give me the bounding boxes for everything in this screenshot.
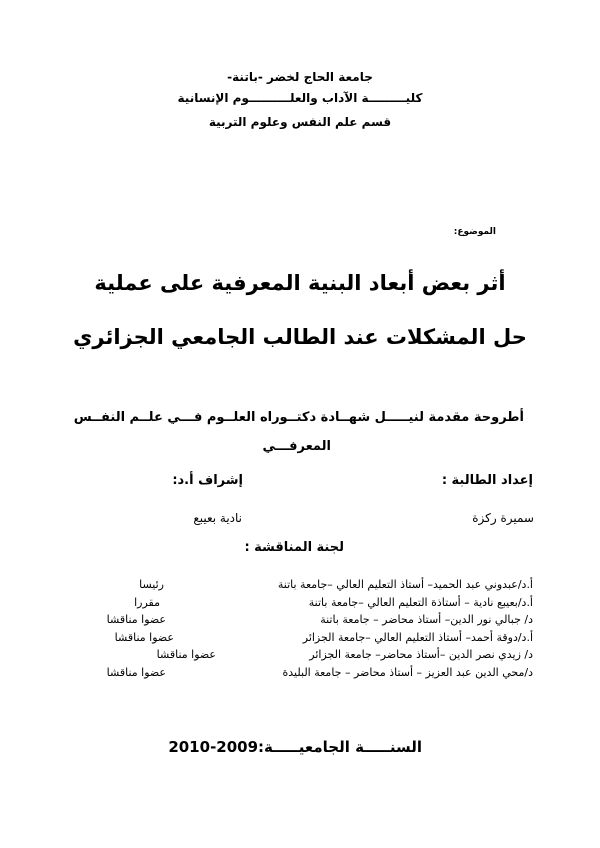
committee-member-name: أ.د/عبدوني عبد الحميد– أستاذ التعليم العالي –جامعة باتنة [277, 578, 533, 591]
committee-row [53, 648, 533, 666]
committee-member-name: د/ زيدي نصر الدين –أستاذ محاضر– جامعة الجزائر [309, 648, 533, 661]
committee-row [53, 666, 533, 684]
committee-list [53, 578, 533, 683]
committee-member-role: عضوا مناقشا [156, 648, 216, 661]
committee-row [53, 613, 533, 631]
committee-member-name: د/محي الدين عبد العزيز – أستاذ محاضر – جامعة البليدة [282, 665, 533, 679]
thesis-title-line-1: أثر بعض أبعاد البنية المعرفية على عملية [94, 271, 506, 295]
thesis-title-line-2: حل المشكلات عند الطالب الجامعي الجزائري [73, 325, 527, 349]
thesis-description-line-2: المعرفـــي [262, 439, 331, 454]
committee-member-name: أ.د/دوقة أحمد– أستاذ التعليم العالي –جامعة الجزائر [302, 630, 533, 644]
department-name: قسم علم النفس وعلوم التربية [208, 115, 392, 129]
committee-member-role: عضوا مناقشا [114, 630, 174, 644]
student-label: إعداد الطالبة : [441, 473, 533, 488]
committee-member-name: أ.د/بعيبع نادية – أستاذة التعليم العالي –جامعة باتنة [308, 595, 533, 609]
committee-row [53, 631, 533, 649]
supervisor-label: إشراف أ.د: [172, 473, 243, 488]
committee-row [53, 596, 533, 614]
subject-label: الموضوع: [453, 227, 496, 237]
committee-member-role: مقررا [134, 595, 160, 609]
academic-year: السنـــــة الجامعيـــــة:2009-2010 [168, 738, 422, 756]
student-name: سميرة ركزة [472, 511, 534, 525]
faculty-name: كليـــــــــة الآداب والعلــــــــــوم الإنسانية [177, 91, 423, 105]
thesis-description-line-1: أطروحة مقدمة لنيـــــل شهــادة دكتــوراه العلــوم فـــي علــم النفــس [73, 410, 524, 425]
supervisor-name: نادية بعيبع [193, 511, 242, 525]
committee-member-role: رئيسا [139, 578, 164, 591]
committee-row [53, 578, 533, 596]
committee-member-role: عضوا مناقشا [106, 613, 166, 626]
committee-title: لجنة المناقشة : [244, 540, 344, 555]
committee-member-role: عضوا مناقشا [106, 665, 166, 679]
committee-member-name: د/ جبالي نور الدين– أستاذ محاضر – جامعة باتنة [320, 613, 533, 626]
university-name: جامعة الحاج لخضر -باتنة- [227, 70, 373, 84]
